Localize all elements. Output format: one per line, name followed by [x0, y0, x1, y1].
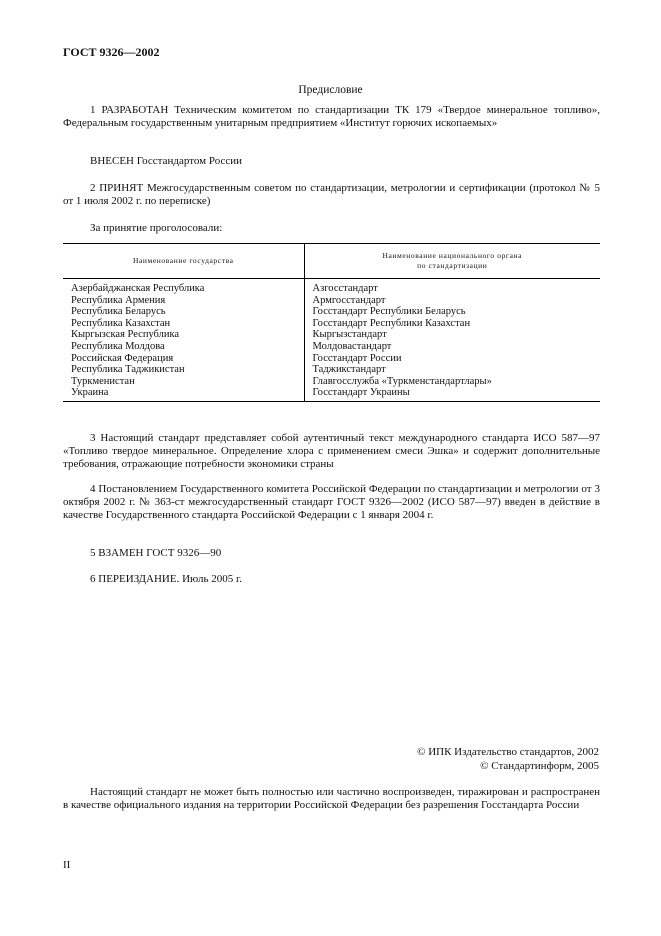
table-cell-state: Кыргызская Республика — [63, 329, 304, 341]
paragraph-replaces: 5 ВЗАМЕН ГОСТ 9326—90 — [90, 547, 222, 559]
table-row — [63, 279, 600, 295]
table-cell-body: Госстандарт Республики Казахстан — [312, 317, 471, 329]
page-title: Предисловие — [298, 84, 363, 96]
table-cell-body: Армгосстандарт — [312, 294, 386, 306]
table-cell-body: Молдовастандарт — [312, 340, 392, 352]
copyright-block — [340, 746, 599, 773]
table-cell-body: Госстандарт Республики Беларусь — [312, 306, 466, 318]
table-cell-body: Госстандарт России — [312, 352, 402, 364]
table-cell-body: Таджикстандарт — [312, 364, 386, 376]
table-cell-state: Российская Федерация — [63, 353, 304, 365]
copyright-line-2: © Стандартинформ, 2005 — [480, 759, 599, 772]
table-row — [63, 306, 600, 318]
table-header-state: Наименование государства — [63, 244, 304, 279]
table-cell-state: Республика Беларусь — [63, 306, 304, 318]
table-cell-state: Азербайджанская Республика — [63, 279, 304, 295]
table-cell-body: Госстандарт Украины — [304, 387, 600, 401]
paragraph-decree: 4 Постановлением Государственного комитета Российской Федерации по стандартизации и метрологии от 3 октября 2002 г. № 363-ст межгосударственный стандарт ГОСТ 9326—2002 (ИСО 587—97) введен в действие в качестве Государственного стандарта Российской Федерации с 1 января 2004 г. — [63, 483, 600, 521]
page-number: II — [63, 859, 71, 871]
table-cell-body: Азгосстандарт — [312, 283, 378, 294]
table-header-body-line2: по стандартизации — [417, 261, 488, 270]
voting-table — [63, 243, 600, 402]
paragraph-adopted: 2 ПРИНЯТ Межгосударственным советом по стандартизации, метрологии и сертификации (протокол № 5 от 1 июля 2002 г. по переписке) — [63, 182, 600, 207]
table-header-row — [63, 244, 600, 279]
table-cell-state: Республика Молдова — [63, 341, 304, 353]
table-row — [63, 364, 600, 376]
paragraph-voted: За принятие проголосовали: — [90, 222, 223, 234]
table-header-body — [304, 244, 600, 279]
copyright-line-1: © ИПК Издательство стандартов, 2002 — [417, 746, 599, 758]
paragraph-introduced: ВНЕСЕН Госстандартом России — [90, 155, 243, 167]
table-row — [63, 295, 600, 307]
table-cell-state: Туркменистан — [63, 376, 304, 388]
table-row — [63, 341, 600, 353]
table-cell-state: Республика Таджикистан — [63, 364, 304, 376]
paragraph-authentic-text: 3 Настоящий стандарт представляет собой аутентичный текст международного стандарта ИСО 587—97 «Топливо твердое минеральное. Определение хлора с применением смеси Эшка» и содержит дополнительные требования, отражающие потребности экономики страны — [63, 432, 600, 470]
table-header-body-line1: Наименование национального органа — [382, 251, 523, 260]
table-row — [63, 376, 600, 388]
table-cell-state: Республика Армения — [63, 295, 304, 307]
table-cell-body: Кыргызстандарт — [312, 329, 387, 341]
table-row — [63, 387, 600, 401]
table-cell-body: Главгосслужба «Туркменстандартлары» — [312, 375, 492, 387]
table-row — [63, 318, 600, 330]
table-cell-state: Украина — [63, 387, 304, 401]
table-row — [63, 329, 600, 341]
document-header: ГОСТ 9326—2002 — [63, 45, 160, 59]
table-cell-state: Республика Казахстан — [63, 318, 304, 330]
paragraph-developed: 1 РАЗРАБОТАН Техническим комитетом по стандартизации ТК 179 «Твердое минеральное топливо», Федеральным государственным унитарным предприятием «Институт горючих ископаемых» — [63, 104, 600, 129]
reproduction-notice: Настоящий стандарт не может быть полностью или частично воспроизведен, тиражирован и распространен в качестве официального издания на территории Российской Федерации без разрешения Госстандарта России — [63, 786, 600, 811]
paragraph-reissue: 6 ПЕРЕИЗДАНИЕ. Июль 2005 г. — [90, 573, 243, 585]
table-row — [63, 353, 600, 365]
